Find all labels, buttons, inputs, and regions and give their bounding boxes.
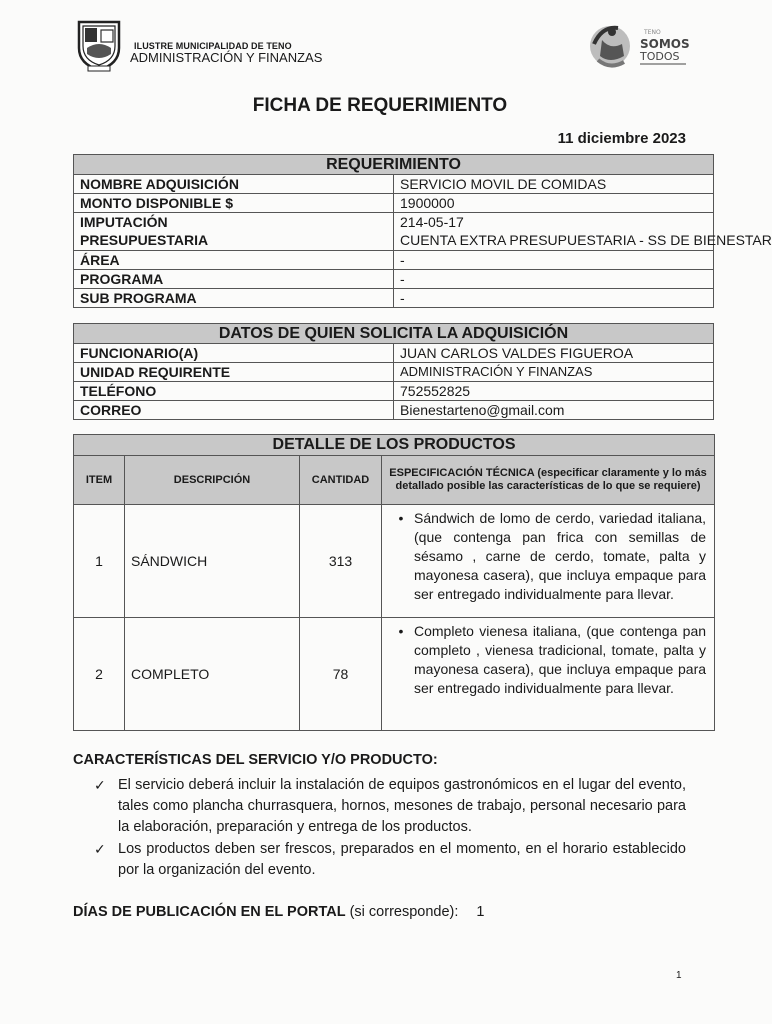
table-row xyxy=(74,505,715,618)
table-row xyxy=(74,344,714,363)
productos-title: DETALLE DE LOS PRODUCTOS xyxy=(74,435,715,456)
requerimiento-title: REQUERIMIENTO xyxy=(74,155,714,175)
row-label: SUB PROGRAMA xyxy=(74,289,394,308)
requerimiento-table xyxy=(73,154,772,308)
checkmark-icon: ✓ xyxy=(94,841,106,857)
item-number: 1 xyxy=(74,505,125,618)
publicacion-note: (si corresponde): xyxy=(349,904,459,920)
row-value: - xyxy=(394,289,714,308)
row-value-line1: 214-05-17 xyxy=(400,214,464,230)
row-value: 1900000 xyxy=(394,194,714,213)
logo-text-2: TODOS xyxy=(640,50,680,63)
org-name-line1: ILUSTRE MUNICIPALIDAD DE TENO xyxy=(134,41,292,51)
table-row xyxy=(74,194,714,213)
row-label xyxy=(74,213,394,251)
logo-text: SOMOS xyxy=(640,37,690,51)
column-header-cantidad: CANTIDAD xyxy=(300,456,382,505)
list-item xyxy=(94,839,686,881)
table-row xyxy=(74,618,715,731)
row-value: JUAN CARLOS VALDES FIGUEROA xyxy=(394,344,714,363)
row-label: NOMBRE ADQUISICIÓN xyxy=(74,175,394,194)
table-row xyxy=(74,401,714,420)
list-item xyxy=(94,775,686,838)
row-value: SERVICIO MOVIL DE COMIDAS xyxy=(394,175,714,194)
document-title: FICHA DE REQUERIMIENTO xyxy=(252,95,508,116)
item-description: SÁNDWICH xyxy=(125,505,300,618)
table-row xyxy=(74,270,714,289)
item-specification xyxy=(382,505,715,618)
row-value: - xyxy=(394,251,714,270)
table-row xyxy=(74,289,714,308)
row-label: UNIDAD REQUIRENTE xyxy=(74,363,394,382)
table-row xyxy=(74,175,714,194)
table-row xyxy=(74,251,714,270)
productos-table xyxy=(73,434,715,731)
item-quantity: 78 xyxy=(300,618,382,731)
row-value: ADMINISTRACIÓN Y FINANZAS xyxy=(394,363,714,382)
item-description: COMPLETO xyxy=(125,618,300,731)
bullet-icon: • xyxy=(398,623,404,639)
row-label-line2: PRESUPUESTARIA xyxy=(80,232,209,248)
municipal-crest-logo xyxy=(76,18,122,72)
org-name-line2: ADMINISTRACIÓN Y FINANZAS xyxy=(130,50,323,65)
bullet-icon: • xyxy=(398,510,404,526)
row-value xyxy=(394,213,772,251)
column-header-especificacion: ESPECIFICACIÓN TÉCNICA (especificar claramente y lo más detallado posible las características de lo que se requiere) xyxy=(382,456,715,505)
row-label: CORREO xyxy=(74,401,394,420)
list-item-text: Los productos deben ser frescos, preparados en el momento, en el horario establecido por la organización del evento. xyxy=(118,841,686,878)
column-header-item: ITEM xyxy=(74,456,125,505)
row-label: ÁREA xyxy=(74,251,394,270)
page-number: 1 xyxy=(676,970,682,981)
solicitante-table xyxy=(73,323,714,420)
item-quantity: 313 xyxy=(300,505,382,618)
row-label: PROGRAMA xyxy=(74,270,394,289)
item-specification xyxy=(382,618,715,731)
row-value: - xyxy=(394,270,714,289)
somos-todos-logo xyxy=(588,20,688,76)
publicacion-line xyxy=(73,904,485,920)
list-item-text: El servicio deberá incluir la instalación de equipos gastronómicos en el lugar del evento, tales como plancha churrasquera, hornos, mesones de trabajo, personal necesario para la elaboración, preparación y entrega de los productos. xyxy=(118,777,686,835)
row-label: TELÉFONO xyxy=(74,382,394,401)
row-label: MONTO DISPONIBLE $ xyxy=(74,194,394,213)
document-date: 11 diciembre 2023 xyxy=(557,130,686,147)
row-label: FUNCIONARIO(A) xyxy=(74,344,394,363)
item-number: 2 xyxy=(74,618,125,731)
logo-top-text: TENO xyxy=(644,29,661,36)
specification-text: Completo vienesa italiana, (que contenga pan completo , vienesa tradicional, tomate, palta y mayonesa casera), que incluya empaque para ser entregado individualmente para llevar. xyxy=(414,623,707,696)
row-label-line1: IMPUTACIÓN xyxy=(80,214,168,230)
publicacion-value: 1 xyxy=(476,904,485,920)
table-row xyxy=(74,363,714,382)
row-value: Bienestarteno@gmail.com xyxy=(394,401,714,420)
caracteristicas-title: CARACTERÍSTICAS DEL SERVICIO Y/O PRODUCTO: xyxy=(73,752,438,768)
table-row xyxy=(74,213,714,251)
table-row xyxy=(74,382,714,401)
checkmark-icon: ✓ xyxy=(94,777,106,793)
publicacion-label: DÍAS DE PUBLICACIÓN EN EL PORTAL xyxy=(73,904,346,920)
solicitante-title: DATOS DE QUIEN SOLICITA LA ADQUISICIÓN xyxy=(74,324,714,344)
row-value: 752552825 xyxy=(394,382,714,401)
row-value-line2: CUENTA EXTRA PRESUPUESTARIA - SS DE BIENESTAR xyxy=(400,232,772,248)
specification-text: Sándwich de lomo de cerdo, variedad italiana, (que contenga pan frica con semillas de sésamo , carne de cerdo, tomate, palta y mayonesa casera), que incluya empaque para ser entregado individualmente para llevar. xyxy=(414,510,707,602)
column-header-descripcion: DESCRIPCIÓN xyxy=(125,456,300,505)
